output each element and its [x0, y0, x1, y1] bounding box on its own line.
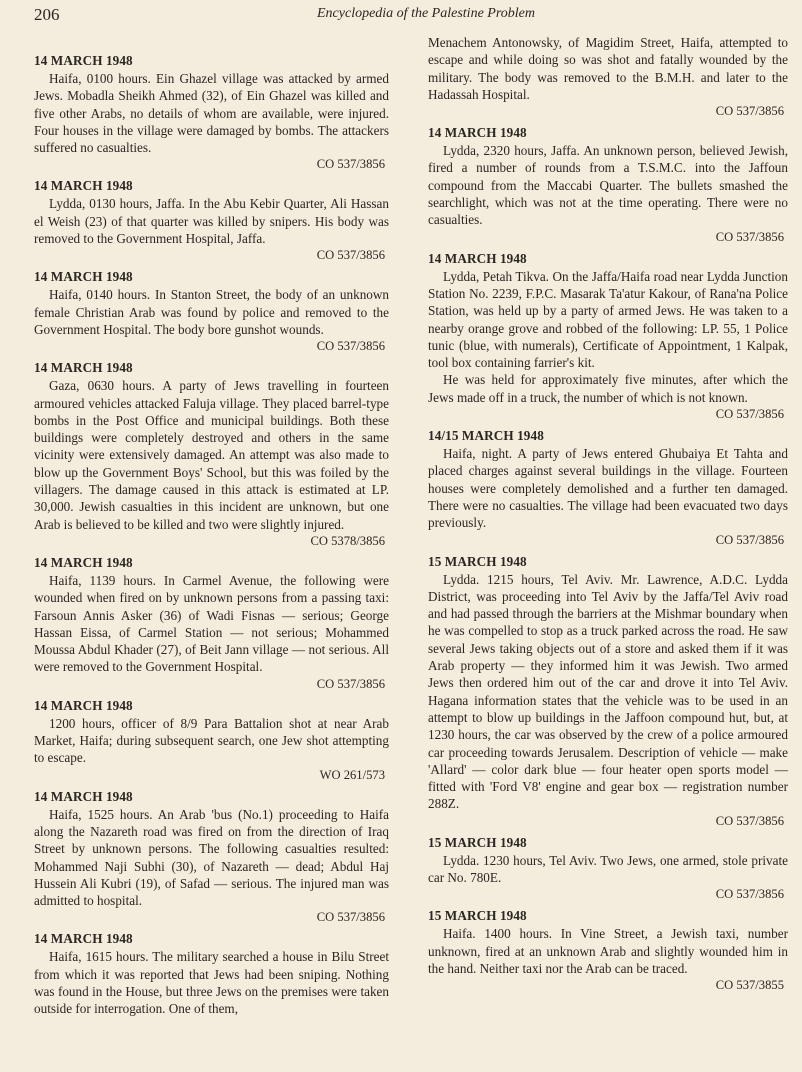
running-title: Encyclopedia of the Palestine Problem: [317, 6, 535, 21]
left-column: [34, 50, 389, 1018]
entry-paragraph: He was held for approximately five minutes, after which the Jews made off in a truck, the number of which is not known.: [428, 372, 788, 405]
text-columns: [34, 35, 788, 1018]
source-reference: CO 5378/3856: [310, 533, 385, 548]
entry-paragraph: Menachem Antonowsky, of Magidim Street, Haifa, attempted to escape and while doing so was shot and fatally wounded by the military. The body was removed to the B.M.H. and later to the Hadassah Hospital.: [428, 35, 788, 102]
entry-heading: 14 MARCH 1948: [428, 250, 527, 266]
entry-paragraph: Lydda, Petah Tikva. On the Jaffa/Haifa road near Lydda Junction Station No. 2239, F.P.C. Masarak Ta'atur Kakour, of Rana'na Police Station, was held up by a party of armed Jews. He was taken to a nearby orange grove and robbed of the following: LP. 55, 1 Police tunic (blue, with numerals), Certificate of Appointment, 1 Kalpak, tool box containing farrier's kit.: [428, 268, 788, 371]
entry: [34, 930, 389, 1017]
entry-paragraph: Lydda, 2320 hours, Jaffa. An unknown person, believed Jewish, fired a number of rounds from a T.S.M.C. into the Jaffoun compound from the Maccabi Quarter. The bullets smashed the searchlight, which was not at the time operating. There were no casualties.: [428, 143, 788, 228]
entry-heading: 15 MARCH 1948: [428, 553, 527, 569]
entry: [34, 359, 389, 550]
entry-paragraph: Haifa, 0100 hours. Ein Ghazel village was attacked by armed Jews. Mobadla Sheikh Ahmed (32), of Ein Ghazel was killed and five other Arabs, no details of whom are available, were injured. Four houses in the village were damaged by bombs. The attackers suffered no casualties.: [34, 71, 389, 156]
entry-heading: 14 MARCH 1948: [34, 788, 133, 804]
entry: [428, 427, 788, 548]
entry: [428, 907, 788, 994]
source-reference: CO 537/3856: [715, 813, 784, 828]
source-reference: CO 537/3855: [715, 978, 784, 993]
entry-heading: 14 MARCH 1948: [34, 178, 133, 194]
source-reference: CO 537/3856: [715, 104, 784, 119]
entry-paragraph: Haifa, 1525 hours. An Arab 'bus (No.1) proceeding to Haifa along the Nazareth road was fired on from the direction of Iraq Street by unknown persons. The following casualties resulted: Mohammed Naji Subhi (30), of Nazareth — dead; Abdul Haj Hussein Ali Kubri (19), of Safad — serious. The injured man was admitted to hospital.: [34, 806, 389, 909]
entry-heading: 14 MARCH 1948: [34, 53, 133, 68]
entry-paragraph: Lydda. 1215 hours, Tel Aviv. Mr. Lawrence, A.D.C. Lydda District, was proceeding into Tel Aviv by the Jaffa/Tel Aviv road and had passed through the barriers at the Mishmar boundary when he was compelled to stop as a truck parked across the road. He saw several Jews taking objects out of a store and asked them if it was Arab property — they informed him it was Jewish. Two armed Jews then ordered him out of the car and drove it into Tel Aviv. Hagana information states that the vehicle was to be used in an attempt to blow up buildings in the Jaffoon compound hut, but, at 1230 hours, the car was observed by the crew of a police armoured car proceeding towards Jerusalem. Description of vehicle — make 'Allard' — color dark blue — four heater open sports model — fitted with 'Ford V8' engine and gear box — registration number 288Z.: [428, 571, 788, 812]
right-column: [428, 34, 788, 1018]
entry-heading: 14/15 MARCH 1948: [428, 428, 544, 444]
source-reference: CO 537/3856: [715, 229, 784, 244]
entry-heading: 15 MARCH 1948: [428, 834, 527, 850]
entry: [34, 788, 389, 927]
entry-paragraph: Haifa, 1615 hours. The military searched a house in Bilu Street from which it was reported that Jews had been sniping. Nothing was found in the House, but three Jews on the premises were taken outside for interrogation. One of them,: [34, 949, 389, 1017]
source-reference: WO 261/573: [319, 767, 385, 782]
entry: [428, 834, 788, 904]
entry-heading: 14 MARCH 1948: [34, 931, 133, 947]
entry-heading: 15 MARCH 1948: [428, 908, 527, 924]
source-reference: CO 537/3856: [715, 887, 784, 902]
entry-paragraph: Haifa. 1400 hours. In Vine Street, a Jewish taxi, number unknown, fired at an unknown Arab and slightly wounded him in the hand. Neither taxi nor the Arab can be traced.: [428, 926, 788, 976]
entry-paragraph: Lydda, 0130 hours, Jaffa. In the Abu Kebir Quarter, Ali Hassan el Weish (23) of that quarter was killed by snipers. His body was removed to the Government Hospital, Jaffa.: [34, 196, 389, 247]
entry-paragraph: Gaza, 0630 hours. A party of Jews travelling in fourteen armoured vehicles attacked Faluja village. They placed barrel-type bombs in the Post Office and municipal buildings. Both these buildings were completely destroyed and others in the same vicinity were extensively damaged. An attempt was also made to blow up the Government Boys' School, but this was foiled by the villagers. The damage caused in this attack is estimated at LP. 30,000. Jewish casualties in this incident are unknown, but one Arab is believed to be killed and two were slightly injured.: [34, 378, 389, 532]
entry: [34, 554, 389, 693]
entry: [34, 268, 389, 355]
source-reference: CO 537/3856: [316, 676, 385, 691]
source-reference: CO 537/3856: [715, 407, 784, 422]
source-reference: CO 537/3856: [316, 157, 385, 172]
entry: [34, 177, 389, 264]
entry-paragraph: Haifa, night. A party of Jews entered Ghubaiya Et Tahta and placed charges against several buildings in the village. Fourteen houses were completely demolished and a further ten damaged. There were no casualties. The village had been evacuated two days previously.: [428, 446, 788, 531]
source-reference: CO 537/3856: [715, 532, 784, 547]
entry: [428, 34, 788, 120]
entry-paragraph: 1200 hours, officer of 8/9 Para Battalion shot at near Arab Market, Haifa; during subsequent search, one Jew shot attempting to escape.: [34, 715, 389, 766]
source-reference: CO 537/3856: [316, 248, 385, 263]
entry-paragraph: Lydda. 1230 hours, Tel Aviv. Two Jews, one armed, stole private car No. 780E.: [428, 852, 788, 885]
entry: [428, 553, 788, 830]
entry-heading: 14 MARCH 1948: [34, 360, 133, 376]
entry: [428, 124, 788, 245]
entry-heading: 14 MARCH 1948: [34, 554, 133, 570]
entry-heading: 14 MARCH 1948: [34, 269, 133, 285]
page-header: [34, 3, 788, 33]
entry-heading: 14 MARCH 1948: [34, 697, 133, 713]
source-reference: CO 537/3856: [316, 910, 385, 925]
entry-heading: 14 MARCH 1948: [428, 125, 527, 141]
source-reference: CO 537/3856: [316, 339, 385, 354]
page-number: 206: [34, 5, 60, 24]
entry: [34, 697, 389, 784]
entry: [428, 250, 788, 423]
entry: [34, 52, 389, 173]
entry-paragraph: Haifa, 1139 hours. In Carmel Avenue, the following were wounded when fired on by unknown persons from a passing taxi: Farsoun Annis Asker (36) of Wadi Fisnas — serious; George Hassan Eissa, of Carmel Station — not serious; Mohammed Moussa Abdul Khader (27), of Beit Jann village — not serious. All were removed to the Government Hospital.: [34, 572, 389, 675]
entry-paragraph: Haifa, 0140 hours. In Stanton Street, the body of an unknown female Christian Arab was found by police and removed to the Government Hospital. The body bore gunshot wounds.: [34, 287, 389, 337]
